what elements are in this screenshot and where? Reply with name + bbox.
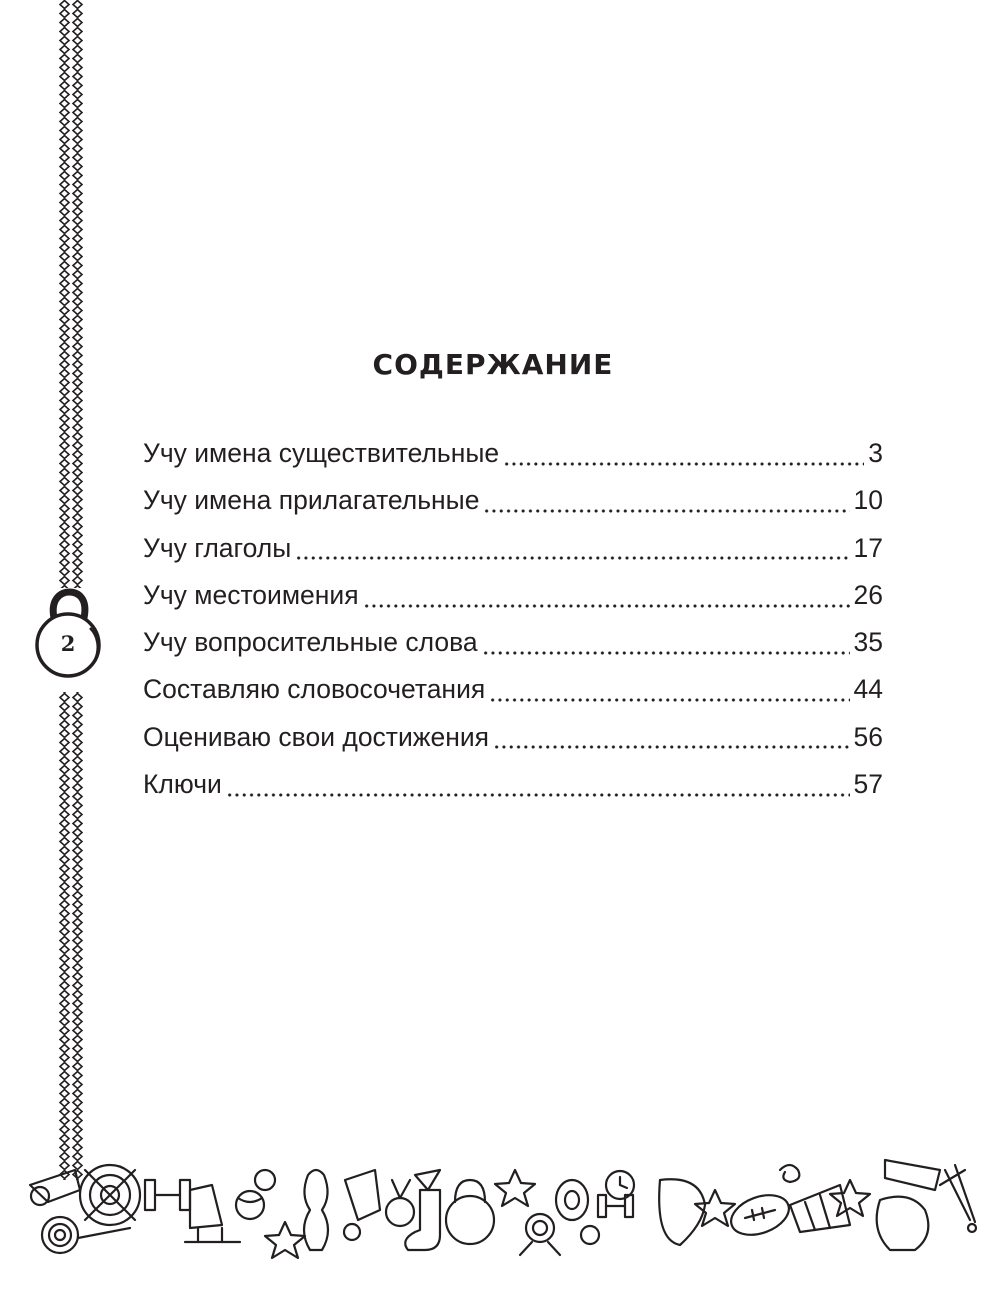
yoyo-icon	[556, 1180, 588, 1220]
medal-icon	[520, 1214, 560, 1255]
toc-entry[interactable]	[143, 572, 883, 619]
bowling-pin-icon	[304, 1170, 328, 1250]
star-icon	[830, 1180, 870, 1216]
toc-entry[interactable]	[143, 619, 883, 666]
page-title: СОДЕРЖАНИЕ	[372, 348, 614, 381]
toc-entry[interactable]	[143, 666, 883, 713]
stopwatch-icon	[606, 1171, 634, 1199]
whistle-icon	[30, 1170, 80, 1205]
star-icon	[265, 1222, 305, 1258]
sports-doodle-border	[0, 1150, 986, 1260]
star-icon	[495, 1170, 535, 1206]
fins-icon	[790, 1185, 850, 1232]
toc-entry-label: Учу имена прилагательные	[143, 485, 480, 516]
toc-entry-label: Учу глаголы	[143, 532, 292, 563]
ribbon-icon	[885, 1160, 940, 1190]
toc-entry-label: Учу имена существительные	[143, 438, 500, 468]
ball-icon	[236, 1170, 275, 1219]
toc-dot-leader	[503, 441, 864, 467]
toc-entry-page: 3	[868, 438, 883, 468]
toc-entry-page: 57	[853, 769, 883, 800]
toc-dot-leader	[295, 535, 849, 561]
toc-entry-page: 44	[853, 674, 883, 705]
skate-icon	[185, 1185, 240, 1242]
medal-icon	[386, 1170, 440, 1226]
toc-entry-label: Оцениваю свои достижения	[143, 721, 490, 752]
target-icon	[80, 1165, 140, 1225]
toc-entry-label: Учу вопросительные слова	[143, 627, 478, 658]
toc-entry[interactable]	[143, 477, 883, 524]
toc-entry[interactable]	[143, 525, 883, 572]
page-number: 2	[60, 631, 76, 656]
toc-dot-leader	[489, 677, 849, 703]
kettlebell-small-icon	[446, 1180, 494, 1244]
toc-entry-page: 56	[853, 721, 883, 752]
toc-entry-page: 35	[853, 627, 883, 658]
toc-entry[interactable]	[143, 430, 883, 477]
toc-entry-page: 26	[853, 579, 883, 610]
page-number-badge	[32, 588, 118, 692]
spiral-icon	[780, 1165, 799, 1182]
toc-dot-leader	[482, 630, 850, 656]
dumbbell-icon	[145, 1180, 190, 1210]
jump-rope-icon	[42, 1217, 130, 1253]
toc-entry[interactable]	[143, 761, 883, 808]
toc-entry-page: 17	[853, 532, 883, 563]
boxing-glove-icon	[877, 1197, 929, 1250]
toc-entry-page: 10	[853, 485, 883, 516]
darts-icon	[940, 1165, 976, 1232]
toc-entry-label: Учу местоимения	[143, 579, 359, 610]
toc-entry[interactable]	[143, 714, 883, 761]
football-icon	[726, 1188, 795, 1242]
toc-dot-leader	[363, 583, 850, 609]
toc-entry-label: Ключи	[143, 769, 222, 800]
shuttlecock-icon	[344, 1170, 380, 1240]
toc-dot-leader	[226, 772, 850, 798]
toc-dot-leader	[493, 724, 850, 750]
goggles-icon	[659, 1179, 705, 1245]
toc-list	[143, 430, 883, 808]
toc-entry-label: Составляю словосочетания	[143, 674, 486, 705]
toc-dot-leader	[483, 488, 849, 514]
tennis-ball-icon	[581, 1226, 599, 1244]
